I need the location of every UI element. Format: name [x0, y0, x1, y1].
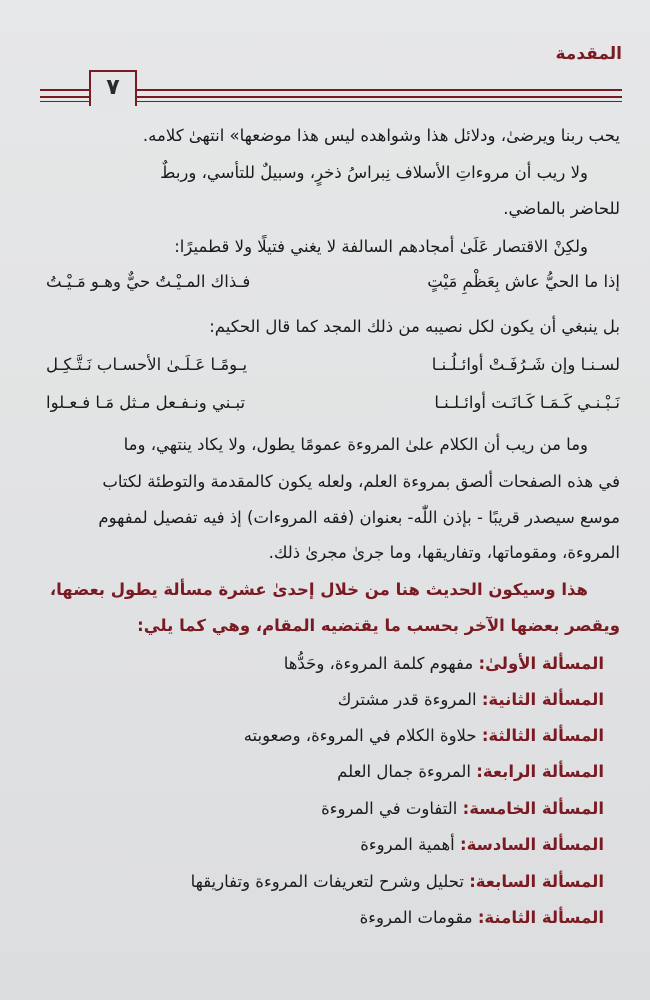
issue-item [284, 654, 604, 673]
text-line: ولا ريب أن مروءاتِ الأسلاف نِبراسُ ذخرٍ، وسبيلٌ للتأسي، وربطٌ [160, 163, 588, 182]
issue-label: المسألة السابعة: [469, 872, 604, 891]
issue-label: المسألة الثامنة: [477, 908, 604, 927]
issue-item [244, 726, 604, 745]
text-line: بل ينبغي أن يكون لكل نصيبه من ذلك المجد كما قال الحكيم: [209, 317, 620, 336]
issue-label: المسألة الثانية: [481, 690, 604, 709]
issue-label: المسألة الثالثة: [481, 726, 604, 745]
issue-text: المروءة قدر مشترك [337, 690, 482, 709]
issue-item [337, 762, 604, 781]
issue-text: المروءة جمال العلم [337, 762, 477, 781]
verse-second-hemistich: فـذاك المـيْـتُ حيٌّ وهـو مَـيْـتُ [46, 272, 251, 291]
issue-text: حلاوة الكلام في المروءة، وصعوبته [243, 726, 482, 745]
verse-second-hemistich: يـومًـا عَـلَـىٰ الأحسـاب نَـتَّـكِـل [46, 355, 248, 374]
text-line: يحب ربنا ويرضىٰ، ودلائل هذا وشواهده ليس هذا موضعها» انتهىٰ كلامه. [142, 126, 620, 145]
issue-label: المسألة السادسة: [460, 835, 604, 854]
verse-first-hemistich: نَـبْـنـي كَـمَـا كَـانَـت أوائـلـنـا [434, 393, 620, 412]
issue-item [321, 799, 604, 818]
page-number: ٧ [89, 70, 137, 106]
issue-label: المسألة الأولىٰ: [478, 654, 604, 673]
issue-item [338, 690, 604, 709]
text-line: للحاضر بالماضي. [503, 199, 620, 218]
issue-text: تحليل وشرح لتعريفات المروءة وتفاريقها [190, 872, 470, 891]
issue-label: المسألة الخامسة: [462, 799, 604, 818]
text-line: موسع سيصدر قريبًا - بإذن اللّٰه- بعنوان (فقه المروءات) إذ فيه تفصيل لمفهوم [98, 508, 620, 527]
issue-item [360, 908, 604, 927]
issue-text: مقومات المروءة [359, 908, 478, 927]
issue-text: التفاوت في المروءة [321, 799, 463, 818]
text-line: في هذه الصفحات ألصق بمروءة العلم، ولعله يكون كالمقدمة والتوطئة لكتاب [102, 472, 620, 491]
text-line: وما من ريب أن الكلام علىٰ المروءة عمومًا يطول، ولا يكاد ينتهي، وما [123, 435, 588, 454]
verse-first-hemistich: إذا ما الحيُّ عاش بِعَظْمِ مَيْتٍ [427, 272, 620, 291]
page-header-title: المقدمة [555, 44, 622, 64]
text-line: ولكِنْ الاقتصار عَلَىٰ أمجادهم السالفة لا يغني فتيلًا ولا قطميرًا: [174, 237, 588, 256]
verse-second-hemistich: تبـني ونـفـعل مـثل مَـا فـعـلوا [46, 393, 246, 412]
text-line: المروءة، ومقوماتها، وتفاريقها، وما جرىٰ مجرىٰ ذلك. [268, 543, 620, 562]
issue-label: المسألة الرابعة: [476, 762, 604, 781]
verse-first-hemistich: لسـنـا وإن شَـرُفَـتْ أوائـلُـنـا [431, 355, 620, 374]
issue-item [360, 835, 604, 854]
issue-item [191, 872, 604, 891]
issue-text: أهمية المروءة [360, 835, 461, 854]
highlighted-line: ويقصر بعضها الآخر بحسب ما يقتضيه المقام، وهي كما يلي: [137, 616, 620, 635]
highlighted-line: هذا وسيكون الحديث هنا من خلال إحدىٰ عشرة مسألة يطول بعضها، [49, 580, 588, 599]
issue-text: مفهوم كلمة المروءة، وحَدُّها [283, 654, 479, 673]
